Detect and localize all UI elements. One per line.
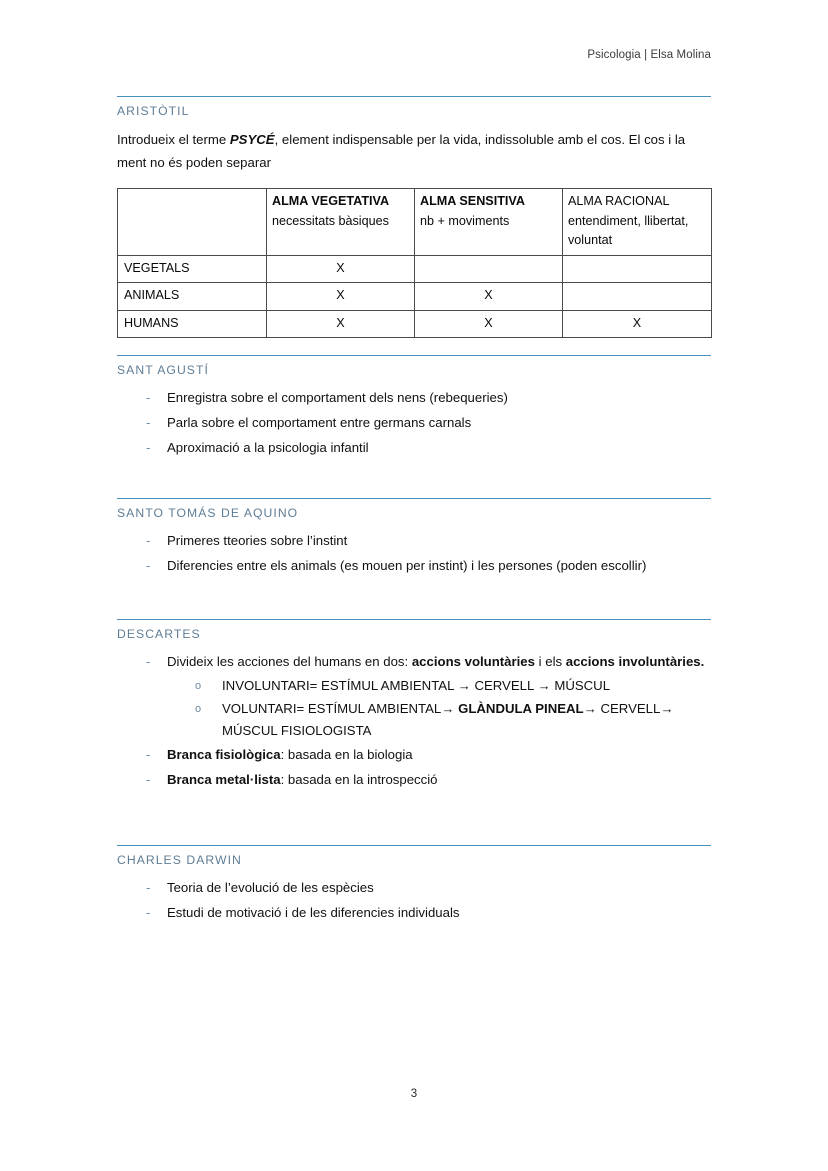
arrow-icon: → bbox=[660, 700, 674, 716]
dash-bullet-icon: - bbox=[146, 390, 151, 405]
cell-vegetals-sensitiva bbox=[415, 255, 563, 283]
row-label-humans: HUMANS bbox=[118, 310, 267, 338]
dash-bullet-icon: - bbox=[146, 440, 151, 455]
list-item-label: Aproximació a la psicologia infantil bbox=[167, 440, 369, 455]
list-item-text-2: i els bbox=[534, 654, 566, 669]
list-item bbox=[117, 529, 711, 552]
list-item-label: : basada en la introspecció bbox=[280, 771, 438, 787]
list-item-bold-involuntaries: accions involuntàries. bbox=[565, 654, 705, 669]
row-label-animals: ANIMALS bbox=[118, 283, 267, 311]
dash-bullet-icon: - bbox=[146, 415, 151, 430]
cell-vegetals-racional bbox=[563, 255, 712, 283]
section-rule bbox=[117, 498, 711, 499]
bullet-list-descartes bbox=[117, 650, 711, 791]
table-header-cell-racional bbox=[563, 189, 712, 256]
arrow-icon: → bbox=[441, 700, 455, 716]
header-title: ALMA SENSITIVA bbox=[420, 194, 525, 208]
list-item-bold-branca-fisiologica: Branca fisiològica bbox=[167, 746, 281, 762]
dash-bullet-icon: - bbox=[146, 558, 151, 573]
section-descartes bbox=[117, 619, 711, 793]
paragraph-text-before: Introdueix el terme bbox=[117, 132, 230, 147]
bullet-list-santo-tomas bbox=[117, 529, 711, 577]
header-subtitle: necessitats bàsiques bbox=[272, 213, 389, 228]
arrow-icon: → bbox=[457, 678, 471, 693]
list-item bbox=[117, 876, 711, 899]
table-header-cell-empty bbox=[118, 189, 267, 256]
section-santo-tomas bbox=[117, 498, 711, 579]
sub-item-text-2: CERVELL bbox=[596, 700, 661, 716]
header-subtitle: nb + moviments bbox=[420, 213, 510, 228]
cell-animals-racional bbox=[563, 283, 712, 311]
section-heading-sant-agusti: SANT AGUSTÍ bbox=[117, 363, 209, 377]
list-item bbox=[117, 768, 711, 791]
list-item bbox=[117, 650, 711, 673]
list-item bbox=[117, 743, 711, 766]
sub-item-text-3: MÚSCUL FISIOLOGISTA bbox=[222, 723, 372, 738]
cell-humans-sensitiva: X bbox=[415, 310, 563, 338]
table-row bbox=[118, 255, 712, 283]
dash-bullet-icon: - bbox=[146, 905, 151, 920]
cell-animals-vegetativa: X bbox=[267, 283, 415, 311]
paragraph-text-after: , element indispensable per la vida, indissoluble amb el cos. El cos i la ment no és poden separar bbox=[117, 132, 686, 170]
section-rule bbox=[117, 845, 711, 846]
section-heading-aristotil: ARISTÒTIL bbox=[117, 104, 190, 118]
cell-vegetals-vegetativa: X bbox=[267, 255, 415, 283]
sub-item-text-1: VOLUNTARI= ESTÍMUL AMBIENTAL bbox=[222, 700, 442, 716]
table-header-row bbox=[118, 189, 712, 256]
sub-item-text-1: INVOLUNTARI= ESTÍMUL AMBIENTAL bbox=[222, 678, 458, 693]
alma-table bbox=[117, 188, 712, 338]
header-title: ALMA VEGETATIVA bbox=[272, 194, 390, 208]
section-sant-agusti bbox=[117, 355, 711, 461]
section-rule bbox=[117, 96, 711, 97]
list-item-label: Diferencies entre els animals (es mouen per instint) i les persones (poden escollir) bbox=[167, 558, 647, 573]
list-item-label: : basada en la biologia bbox=[280, 746, 413, 762]
section-rule bbox=[117, 355, 711, 356]
list-item-label: Enregistra sobre el comportament dels nens (rebequeries) bbox=[167, 390, 508, 405]
row-label-vegetals: VEGETALS bbox=[118, 255, 267, 283]
list-item-label: Estudi de motivació i de les diferencies individuals bbox=[167, 905, 460, 920]
list-item-label: Primeres tteories sobre l’instint bbox=[167, 533, 348, 548]
dash-bullet-icon: - bbox=[146, 880, 151, 895]
header-title: ALMA RACIONAL bbox=[568, 194, 670, 208]
sub-list-item-involuntari bbox=[117, 675, 711, 698]
section-heading-descartes: DESCARTES bbox=[117, 627, 201, 641]
section-rule bbox=[117, 619, 711, 620]
arrow-icon: → bbox=[537, 678, 551, 693]
circle-bullet-icon: o bbox=[195, 702, 202, 715]
document-running-header: Psicologia | Elsa Molina bbox=[587, 49, 711, 61]
list-item bbox=[117, 411, 711, 434]
dash-bullet-icon: - bbox=[146, 533, 151, 548]
sub-item-text-2: CERVELL bbox=[470, 678, 538, 693]
sub-item-bold-glandula-pineal: GLÀNDULA PINEAL bbox=[454, 700, 584, 716]
header-subtitle: entendiment, llibertat, voluntat bbox=[568, 213, 689, 247]
list-item-label: Parla sobre el comportament entre germans carnals bbox=[167, 415, 472, 430]
page-number: 3 bbox=[410, 1088, 418, 1100]
list-item-bold-voluntaries: accions voluntàries bbox=[411, 654, 535, 669]
table-header-cell-sensitiva bbox=[415, 189, 563, 256]
sub-item-text-3: MÚSCUL bbox=[550, 678, 611, 693]
list-item bbox=[117, 386, 711, 409]
list-item bbox=[117, 436, 711, 459]
dash-bullet-icon: - bbox=[146, 771, 151, 787]
bullet-list-charles-darwin bbox=[117, 876, 711, 924]
bullet-list-sant-agusti bbox=[117, 386, 711, 459]
section-charles-darwin bbox=[117, 845, 711, 926]
cell-animals-sensitiva: X bbox=[415, 283, 563, 311]
table-header-cell-vegetativa bbox=[267, 189, 415, 256]
paragraph-emphasis-psyce: PSYCÉ bbox=[229, 132, 275, 147]
list-item bbox=[117, 554, 711, 577]
circle-bullet-icon: o bbox=[195, 680, 202, 692]
table-row bbox=[118, 310, 712, 338]
list-item bbox=[117, 901, 711, 924]
table-row bbox=[118, 283, 712, 311]
list-item-text-1: Divideix les acciones del humans en dos: bbox=[167, 654, 412, 669]
list-item-bold-branca-metalista: Branca metal·lista bbox=[167, 771, 281, 787]
cell-humans-vegetativa: X bbox=[267, 310, 415, 338]
list-item-label: Teoria de l’evolució de les espècies bbox=[167, 880, 374, 895]
section-heading-santo-tomas: SANTO TOMÁS DE AQUINO bbox=[117, 506, 299, 520]
sub-list-item-voluntari bbox=[117, 698, 711, 743]
arrow-icon: → bbox=[583, 700, 597, 716]
cell-humans-racional: X bbox=[563, 310, 712, 338]
dash-bullet-icon: - bbox=[146, 746, 151, 762]
dash-bullet-icon: - bbox=[146, 654, 151, 669]
paragraph-aristotil bbox=[117, 128, 711, 174]
section-heading-charles-darwin: CHARLES DARWIN bbox=[117, 853, 242, 867]
section-aristotil bbox=[117, 96, 711, 338]
